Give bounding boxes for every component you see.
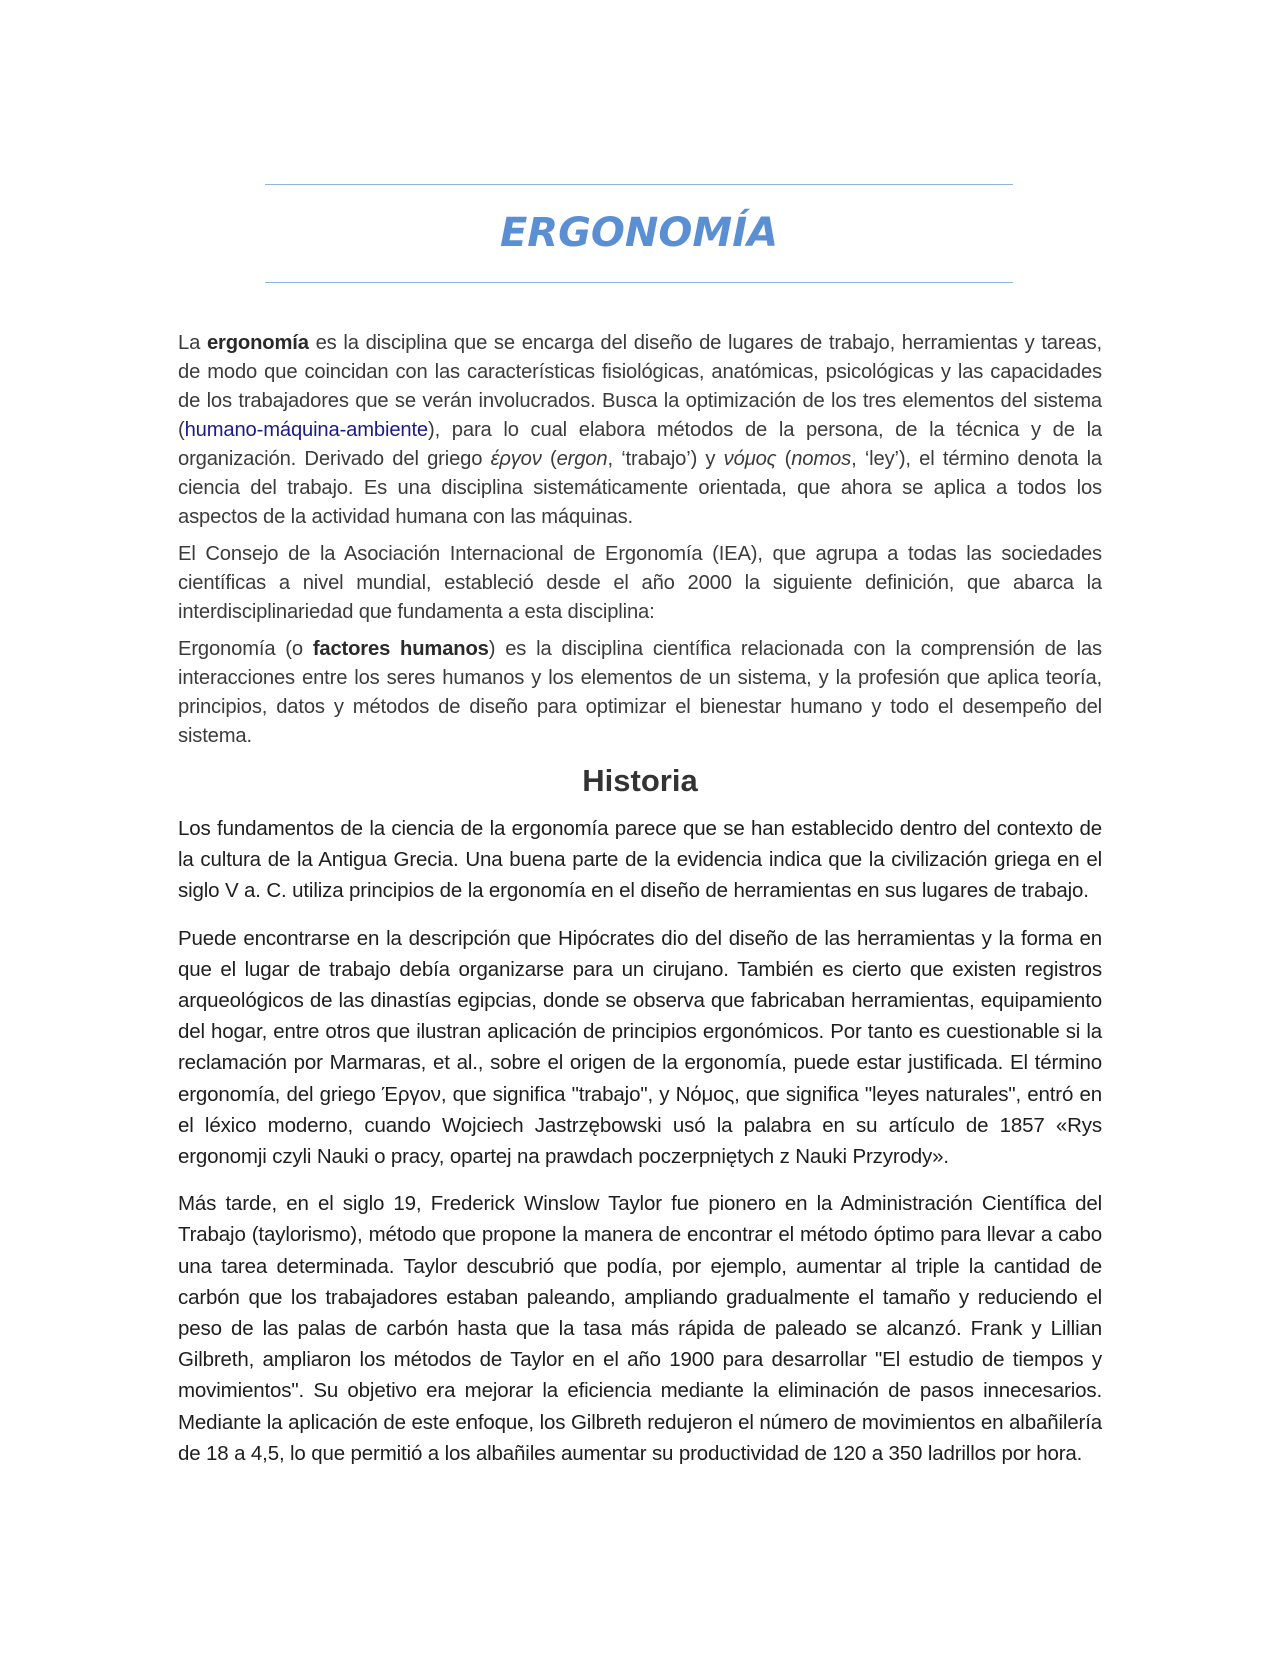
definition-paragraph [178,635,1102,751]
humano-maquina-ambiente-link[interactable]: humano-máquina-ambiente [184,419,429,441]
section-heading-historia: Historia [582,763,698,798]
text-run: , ‘ley’), el término denota la ciencia del trabajo. Es una disciplina sistemáticamente orientada, que ahora se aplica a todos los aspectos de la actividad humana con las máquinas. [178,448,1102,528]
intro-section [178,329,1102,751]
nomos-term: nomos [791,448,852,470]
document-title: ERGONOMÍA [499,210,779,256]
iea-paragraph: El Consejo de la Asociación Internacional de Ergonomía (IEA), que agrupa a todas las sociedades científicas a nivel mundial, estableció desde el año 2000 la siguiente definición, que abarca la interdisciplinariedad que fundamenta a esta disciplina: [178,543,1102,623]
title-block [265,184,1013,283]
bold-term: factores humanos [312,638,489,660]
history-section [178,813,1102,1469]
text-run: ), para lo cual elabora métodos de la persona, de la técnica y de la organización. Derivado del griego [178,419,1102,470]
history-paragraph: Puede encontrarse en la descripción que Hipócrates dio del diseño de las herramientas y la forma en que el lugar de trabajo debía organizarse para un cirujano. También es cierto que existen registros arqueológicos de las dinastías egipcias, donde se observa que fabricaban herramientas, equipamiento del hogar, entre otros que ilustran aplicación de principios ergonómicos. Por tanto es cuestionable si la reclamación por Marmaras, et al., sobre el origen de la ergonomía, puede estar justificada. El término ergonomía, del griego Έργον, que significa "trabajo", y Νόμος, que significa "leyes naturales", entró en el léxico moderno, cuando Wojciech Jastrzębowski usó la palabra en su artículo de 1857 «Rys ergonomji czyli Nauki o pracy, opartej na prawdach poczerpniętych z Nauki Przyrody». [178,926,1102,1169]
document-body [178,329,1102,1485]
text-run: ) es la disciplina científica relacionada con la comprensión de las interacciones entre los seres humanos y los elementos de un sistema, y la profesión que aplica teoría, principios, datos y métodos de diseño para optimizar el bienestar humano y todo el desempeño del sistema. [178,638,1102,747]
title-top-rule [265,184,1013,185]
history-paragraph: Más tarde, en el siglo 19, Frederick Winslow Taylor fue pionero en la Administración Científica del Trabajo (taylorismo), método que propone la manera de encontrar el método óptimo para llevar a cabo una tarea determinada. Taylor descubrió que podía, por ejemplo, aumentar al triple la cantidad de carbón que los trabajadores estaban paleando, ampliando gradualmente el tamaño y reduciendo el peso de las palas de carbón hasta que la tasa más rápida de paleado se alcanzó. Frank y Lillian Gilbreth, ampliaron los métodos de Taylor en el año 1900 para desarrollar "El estudio de tiempos y movimientos". Su objetivo era mejorar la eficiencia mediante la eliminación de pasos innecesarios. Mediante la aplicación de este enfoque, los Gilbreth redujeron el número de movimientos en albañilería de 18 a 4,5, lo que permitió a los albañiles aumentar su productividad de 120 a 350 ladrillos por hora. [178,1192,1102,1465]
greek-ergon: έργον [490,448,542,470]
text-run: , ‘trabajo’) y [607,448,724,470]
title-bottom-rule [265,282,1013,283]
bold-term: ergonomía [206,332,309,354]
history-paragraph: Los fundamentos de la ciencia de la ergonomía parece que se han establecido dentro del contexto de la cultura de la Antigua Grecia. Una buena parte de la evidencia indica que la civilización griega en el siglo V a. C. utiliza principios de la ergonomía en el diseño de herramientas en sus lugares de trabajo. [178,817,1102,903]
text-run: ( [776,448,792,470]
greek-nomos: νόμος [723,448,777,470]
text-run: es la disciplina que se encarga del diseño de lugares de trabajo, herramientas y tareas, de modo que coincidan con las características fisiológicas, anatómicas, psicológicas y las capacidades de los trabajadores que se verán involucrados. Busca la optimización de los tres elementos del sistema ( [178,332,1103,441]
text-run: ( [541,448,557,470]
text-run: La [178,332,207,354]
ergon-term: ergon [556,448,608,470]
text-run: Ergonomía (o [178,638,313,660]
intro-paragraph [178,329,1102,532]
